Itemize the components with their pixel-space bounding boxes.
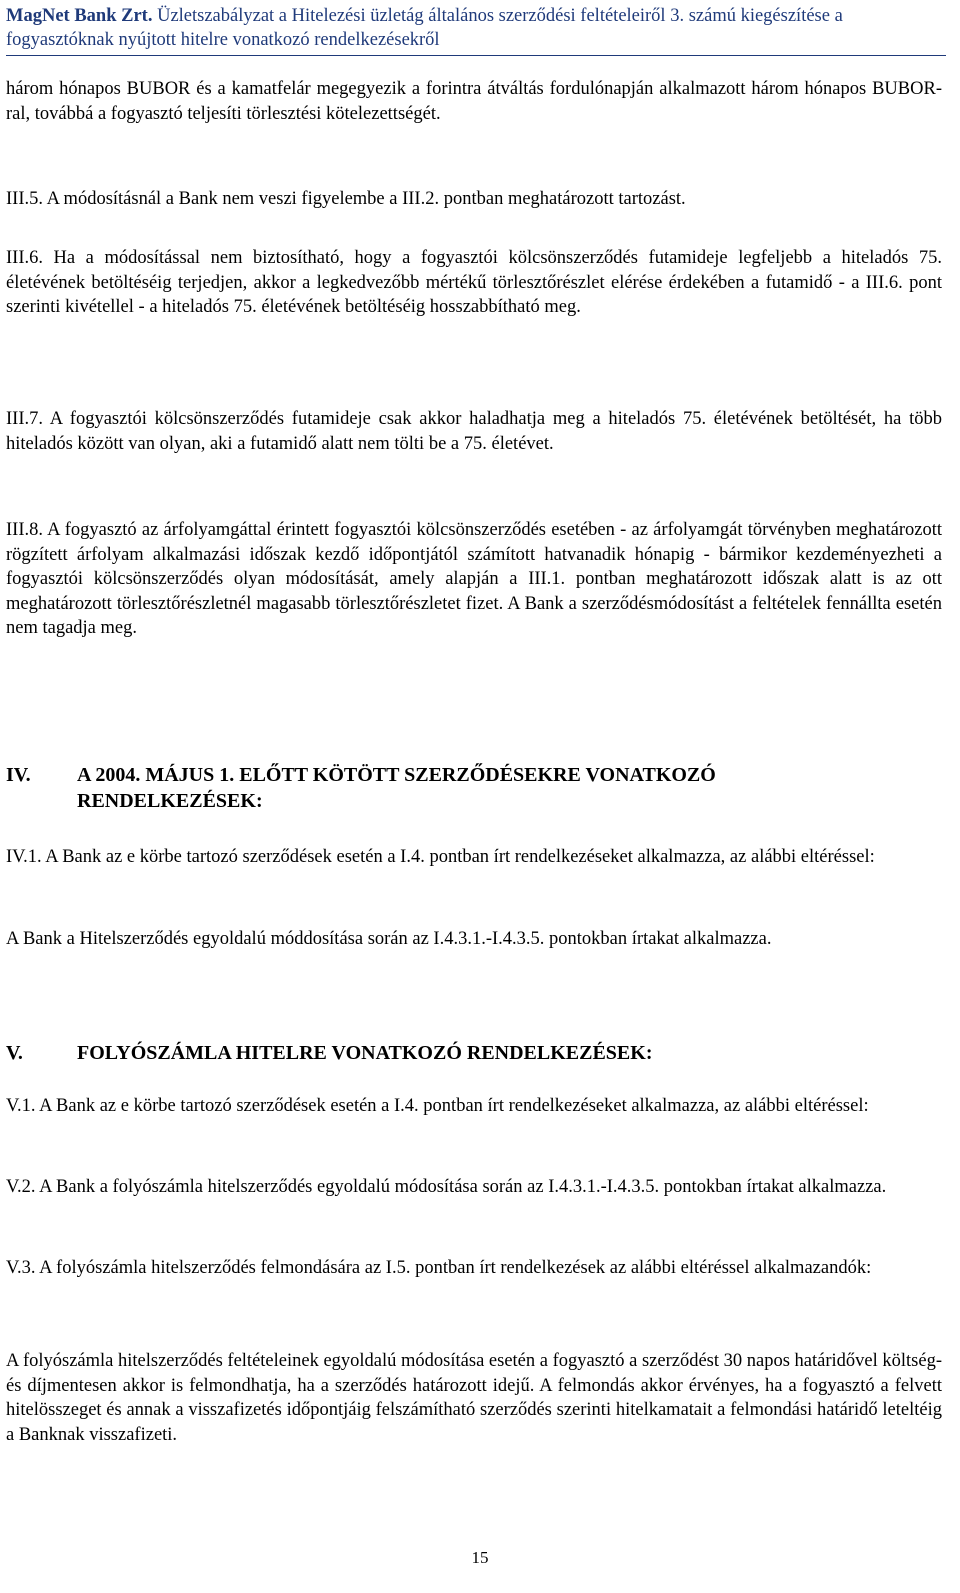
section-v-title: FOLYÓSZÁMLA HITELRE VONATKOZÓ RENDELKEZÉSEK: (77, 1042, 653, 1064)
paragraph-v-3: V.3. A folyószámla hitelszerződés felmondására az I.5. pontban írt rendelkezések az alábbi eltéréssel alkalmazandók: (6, 1258, 872, 1278)
section-iv-title (77, 762, 943, 814)
running-header (6, 4, 946, 52)
paragraph-iv-1-detail: A Bank a Hitelszerződés egyoldalú móddosítása során az I.4.3.1.-I.4.3.5. pontokban írtakat alkalmazza. (6, 929, 772, 949)
paragraph-iii-8: III.8. A fogyasztó az árfolyamgáttal érintett fogyasztói kölcsönszerződés esetében - az árfolyamgát törvényben meghatározott rögzített árfolyam alkalmazási időszak kezdő időpontjától számított hatvanadik hónapig - bármikor kezdeményezheti a fogyasztói kölcsönszerződés olyan módosítását, amely alapján a III.1. pontban meghatározott időszak alatt is az ott meghatározott törlesztőrészletnél magasabb törlesztőrészletet fizet. A Bank a szerződésmódosítást a feltételek fennállta esetén nem tagadja meg. (6, 520, 942, 638)
paragraph-v-3-detail: A folyószámla hitelszerződés feltételeinek egyoldalú módosítása esetén a fogyasztó a szerződést 30 napos határidővel költség- és díjmentesen akkor is felmondhatja, ha a szerződés határozott idejű. A felmondás akkor érvényes, ha a fogyasztó a felvett hitelösszeget és annak a visszafizetés időpontjáig felszámítható szerződés szerinti hitelkamatait a felmondási határidő leteltéig a Banknak visszafizeti. (6, 1351, 942, 1445)
header-bank-name: MagNet Bank Zrt. (6, 6, 153, 26)
header-divider (6, 55, 946, 56)
paragraph-v-1: V.1. A Bank az e körbe tartozó szerződések esetén a I.4. pontban írt rendelkezéseket alkalmazza, az alábbi eltéréssel: (6, 1096, 869, 1116)
paragraph-iii-6: III.6. Ha a módosítással nem biztosítható, hogy a fogyasztói kölcsönszerződés futamideje legfeljebb a hiteladós 75. életévének betöltéséig terjedjen, akkor a legkedvezőbb mértékű törlesztőrészlet elérése érdekében a futamidő - a III.6. pont szerinti kivétellel - a hiteladós 75. életévének betöltéséig hosszabbítható meg. (6, 248, 942, 317)
section-v-number: V. (6, 1042, 23, 1064)
paragraph-iii-7: III.7. A fogyasztói kölcsönszerződés futamideje csak akkor haladhatja meg a hiteladós 75. életévének betöltését, ha több hiteladós között van olyan, aki a futamidő alatt nem tölti be a 75. életévet. (6, 409, 942, 454)
paragraph-intro: három hónapos BUBOR és a kamatfelár megegyezik a forintra átváltás fordulónapján alkalmazott három hónapos BUBOR-ral, továbbá a fogyasztó teljesíti törlesztési kötelezettségét. (6, 79, 942, 124)
paragraph-iii-5: III.5. A módosításnál a Bank nem veszi figyelembe a III.2. pontban meghatározott tartozást. (6, 189, 686, 209)
page-number: 15 (471, 1548, 489, 1567)
paragraph-v-2: V.2. A Bank a folyószámla hitelszerződés egyoldalú módosítása során az I.4.3.1.-I.4.3.5. pontokban írtakat alkalmazza. (6, 1177, 887, 1197)
section-iv-title-line-2: RENDELKEZÉSEK: (77, 790, 263, 812)
paragraph-iv-1: IV.1. A Bank az e körbe tartozó szerződések esetén a I.4. pontban írt rendelkezéseket alkalmazza, az alábbi eltéréssel: (6, 847, 875, 867)
section-iv-title-line-1: A 2004. MÁJUS 1. ELŐTT KÖTÖTT SZERZŐDÉSEKRE VONATKOZÓ (77, 764, 716, 786)
header-line-1: Üzletszabályzat a Hitelezési üzletág általános szerződési feltételeiről 3. számú kiegészítése a (157, 6, 843, 26)
section-iv-number: IV. (6, 764, 31, 786)
header-line-2: fogyasztóknak nyújtott hitelre vonatkozó rendelkezésekről (6, 30, 440, 50)
